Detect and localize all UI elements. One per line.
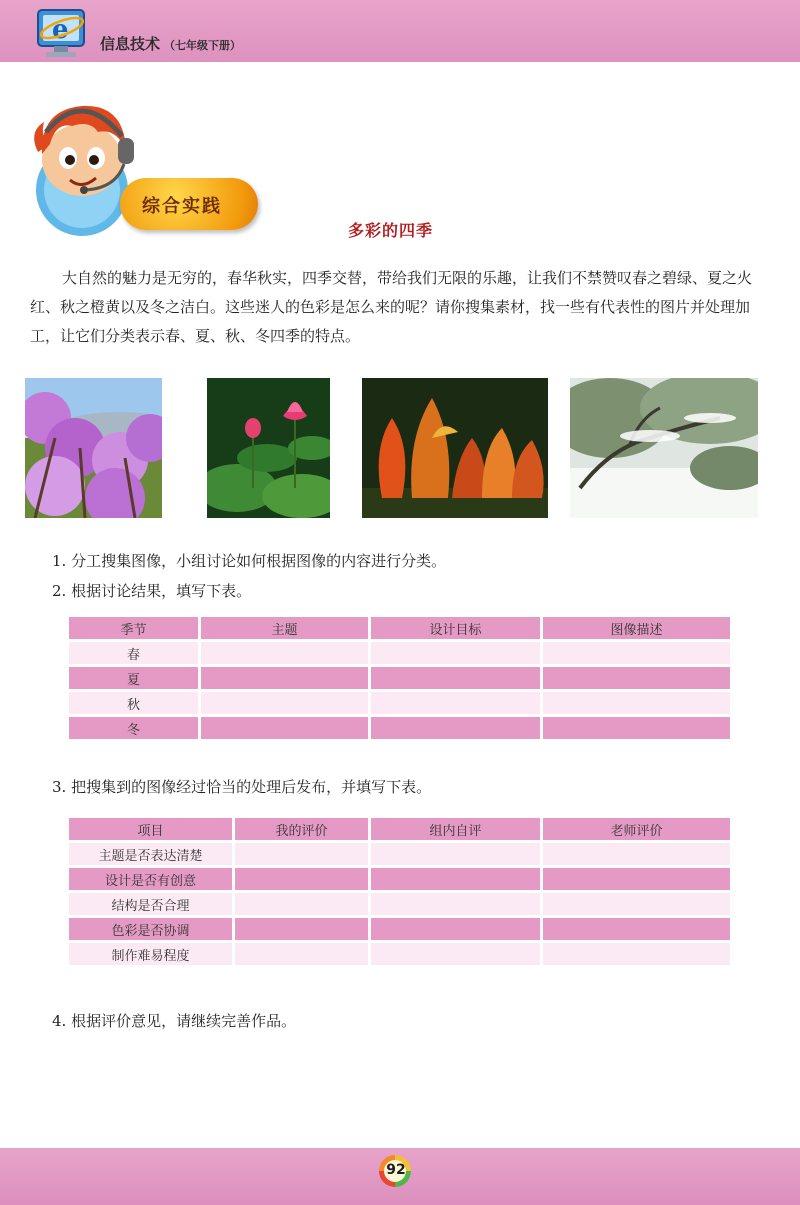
spring-blossom-photo: [25, 378, 162, 518]
table-cell[interactable]: [370, 892, 542, 917]
row-label: 色彩是否协调: [68, 917, 234, 942]
table-cell[interactable]: [542, 867, 732, 892]
table-cell[interactable]: [370, 666, 542, 691]
step-1: 1. 分工搜集图像，小组讨论如何根据图像的内容进行分类。: [52, 552, 447, 570]
table-row: [68, 641, 732, 666]
table-row: [68, 691, 732, 716]
table-cell[interactable]: [542, 641, 732, 666]
table-cell[interactable]: [370, 641, 542, 666]
step-2: 2. 根据讨论结果，填写下表。: [52, 582, 252, 600]
row-label-autumn: 秋: [68, 691, 200, 716]
step-4: 4. 根据评价意见，请继续完善作品。: [52, 1012, 297, 1030]
table-cell[interactable]: [542, 942, 732, 967]
table-cell[interactable]: [542, 666, 732, 691]
winter-snow-photo: [570, 378, 758, 518]
season-table: [66, 614, 733, 742]
table-cell[interactable]: [234, 842, 370, 867]
section-badge-label: 综合实践: [142, 196, 222, 217]
book-title: [100, 33, 241, 54]
table-cell[interactable]: [370, 942, 542, 967]
table-cell[interactable]: [200, 641, 370, 666]
header-group-evaluation: 组内自评: [370, 817, 542, 842]
table-cell[interactable]: [234, 942, 370, 967]
row-label-summer: 夏: [68, 666, 200, 691]
table-cell[interactable]: [542, 842, 732, 867]
table-cell[interactable]: [200, 716, 370, 741]
table-cell[interactable]: [370, 716, 542, 741]
svg-text:e: e: [52, 15, 69, 45]
table-cell[interactable]: [542, 691, 732, 716]
table-row: [68, 867, 732, 892]
header-theme: 主题: [200, 616, 370, 641]
table-row: [68, 666, 732, 691]
step-3: 3. 把搜集到的图像经过恰当的处理后发布，并填写下表。: [52, 778, 432, 796]
summer-lotus-photo: [207, 378, 330, 518]
ie-logo-icon: [32, 6, 92, 62]
autumn-trees-photo: [362, 378, 548, 518]
table-cell[interactable]: [542, 716, 732, 741]
header-item: 项目: [68, 817, 234, 842]
row-label: 制作难易程度: [68, 942, 234, 967]
table-row: [68, 892, 732, 917]
table-cell[interactable]: [542, 917, 732, 942]
table-cell[interactable]: [370, 917, 542, 942]
book-title-text: 信息技术: [100, 35, 161, 53]
evaluation-table: [66, 815, 733, 968]
season-table-header: [68, 616, 732, 641]
row-label: 设计是否有创意: [68, 867, 234, 892]
intro-paragraph: 大自然的魅力是无穷的，春华秋实，四季交替，带给我们无限的乐趣，让我们不禁赞叹春之碧绿、夏之火红、秋之橙黄以及冬之洁白。这些迷人的色彩是怎么来的呢？请你搜集素材，找一些有代表性的图片并处理加工，让它们分类表示春、夏、秋、冬四季的特点。: [30, 269, 753, 345]
book-subtitle: （七年级下册）: [164, 39, 242, 52]
activity-title: 多彩的四季: [348, 221, 434, 240]
row-label: 主题是否表达清楚: [68, 842, 234, 867]
table-cell[interactable]: [370, 842, 542, 867]
page-number: 92: [386, 1162, 406, 1178]
table-row: [68, 842, 732, 867]
section-badge: [120, 178, 258, 230]
table-cell[interactable]: [370, 691, 542, 716]
table-cell[interactable]: [200, 691, 370, 716]
table-cell[interactable]: [234, 917, 370, 942]
header-season: 季节: [68, 616, 200, 641]
table-row: [68, 716, 732, 741]
row-label: 结构是否合理: [68, 892, 234, 917]
table-cell[interactable]: [234, 867, 370, 892]
table-cell[interactable]: [370, 867, 542, 892]
header-my-evaluation: 我的评价: [234, 817, 370, 842]
header-teacher-evaluation: 老师评价: [542, 817, 732, 842]
header-image-description: 图像描述: [542, 616, 732, 641]
row-label-winter: 冬: [68, 716, 200, 741]
table-row: [68, 917, 732, 942]
header-design-goal: 设计目标: [370, 616, 542, 641]
row-label-spring: 春: [68, 641, 200, 666]
table-cell[interactable]: [234, 892, 370, 917]
table-row: [68, 942, 732, 967]
table-cell[interactable]: [542, 892, 732, 917]
table-cell[interactable]: [200, 666, 370, 691]
evaluation-table-header: [68, 817, 732, 842]
